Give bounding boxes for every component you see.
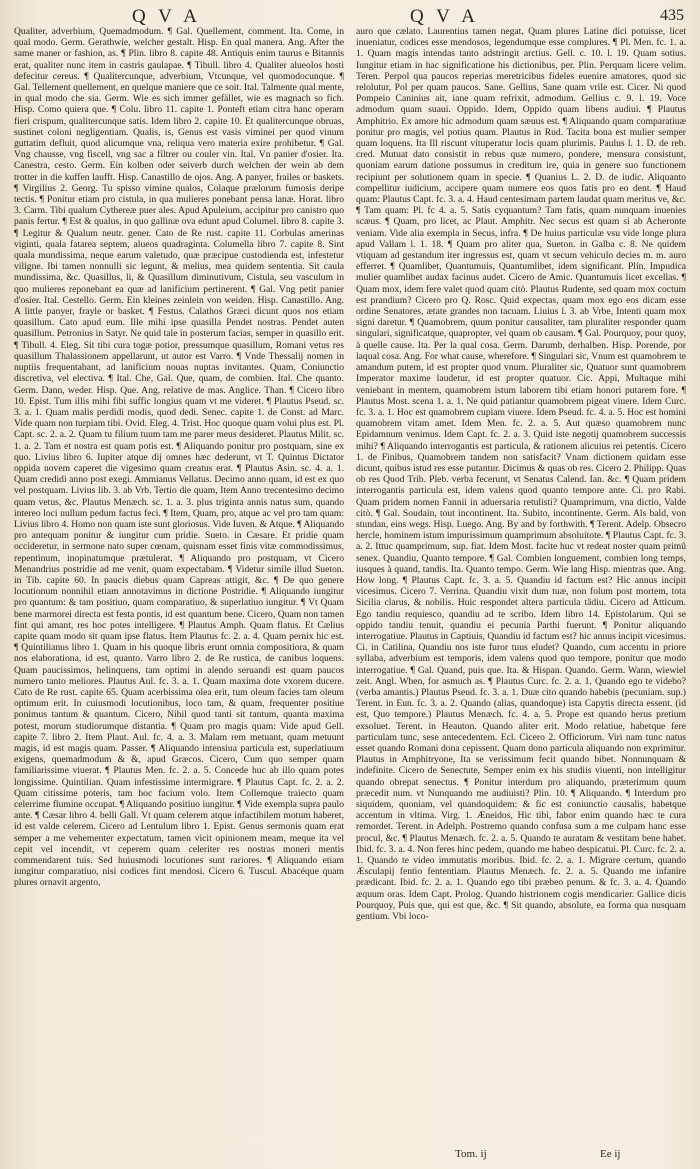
left-column-text: Qualiter, adverbium, Quemadmodum. ¶ Gal. Quellement, comment. Ita. Come, in qual modo. Germ. Gerathwie, welcher gestalt. Hisp. En qual manera. Ang. After the same maner or fashion, as. ¶ Plin. libro 8. capite 48. Antiquis enim taurus e Bitannis erat, qualiter nunc item in castris gaulapae. ¶ Tibull. libro 4. Qualiter alueolos hosti defecitur cereus. ¶ Qualitercunque, adverbium, Vtcunque, vel quomodocunque. ¶ Gal. Tellement quellement, en quelque maniere que ce soit. Ital. Talmente qual mente, in qual modo che sia. Germ. Wie es sich immer gefället, wie es magnach so fich. Hisp. Como quiera que. ¶ Colu. libro 11. capite 1. Ponteft etiam citra hanc operam fieri crispum, qualitercunque satis. Idem libro 2. capite 10. Et qualitercunque obruas, sustinet coloni negligentiam. Qualis, is, Genus est vasis viminei per quod vinum guttatim defluit, quod alicumque vna, reliqua vero materia exire prohibetur. ¶ Gal. Vng chausse, vng fiscell, vng sac a filtrer ou couler vin. Ital. Vn panier d'osier. Ita. Canestra, cesto. Germ. Ein kolben oder seiverb durch welchen der wein ab dem trotter in die kuffen laufft. Hisp. Canastillo de ojos. Ang. A panyer, frailes or baskets. ¶ Virgilius 2. Georg. Tu spisso vimine qualos, Colaque prælorum fumosis deripe tectis. ¶ Ponitur etiam pro cistula, in qua mulieres ponebant pensa lanæ. Horat. libro 3. Carm. Tibi qualum Cythereæ puer ales. Apud Apuleium, accipitur pro canistro quo panis fertur. ¶ Est & qualus, in quo gallinæ ova edunt apud Columel. libro 8. capite 3. ¶ Legitur & Qualum neutr. gener. Cato de Re rust. capite 11. Corbulas amerinas viginti, quala fatarea septem, alueos quadraginta. Columella libro 7. capite 8. Sint quala mundissima, neque earum valetudo, quæ præcipue custodienda est, infestetur viligne. Ibi tamen nonnulli sic legunt, & melius, mea quidem sententia. Sit caula mundissima, &c. Quasillus, li, & Quasillum diminutivum, Cistula, seu vasculum in quo mulieres reponebant ea quæ ad lanificium pertinerent. ¶ Gal. Vng petit panier d'osier. Ital. Cestello. Germ. Ein kleines zeinlein von weiden. Hisp. Canastillo. Ang. A little panyer, frayle or basket. ¶ Festus. Calathos Græci dicunt quos nos etiam quasillum. Cato apud eum. Ille mihi ipse quasilla Pendet nostras. Pendet auten quasillum. Petronius in Satyr. Ne quid tale in posterum facias, semper in quasillo erit. ¶ Tibull. 4. Eleg. Sit tibi cura togæ potior, pressumque quasillum, Romani vetus res quasillum Thalassionem appellarunt, ut autor est Varro. ¶ Vnde Thessalij nomen in nuptiis frequentabant, ad lanificium nouas nuptas invitantes. Quam, Coniunctio discretiva, vel electiva. ¶ Ital. Che, Gal. Que, quam, de combien. Ital. Che quanto. Germ. Dann, weder. Hisp. Que. Ang. relative de mas. Anglice. Than. ¶ Cicero libro 10. Epist. Tum illis mihi fibi suffic longius quam vt me videret. ¶ Plautus Pseud. sc. 3. a. 1. Quam malis perdidi modis, quod dedi. Senec. capite 1. de Const. ad Marc. Vide quam non turpiam tibi. Ovid. Eleg. 4. Trist. Hoc quoque quam volui plus est. Pl. Capt. sc. 2. a. 2. Quam tu filium tuum tam me parer meus desideret. Plautus Milit. sc. 1. a. 2. Tam et nostra est quam potis est. ¶ Aliquando ponitur pro postquam, sine ex quo. Livius libro 6. Iupiter atque dij omnes hæc dederunt, vt T. Quintus Dictator oppida novem caperet die vigesimo quam creatus erat. ¶ Plautus Asin. sc. 4. a. 1. Quam credidi anno post exegi. Ammianus Vellatus. Decimo anno quam, id est ex quo vel postquam. Livius lib. 3. ab Vrb. Tertio die quam, Item Anno trecentesimo decimo quam vetus, &c. Plautus Menæch. sc. 1. a. 3. plus triginta annis natus sum, quando intereo loci nullum pedum factus feci. ¶ Item, Quam, pro, atque ac vel pro tam quam: Livius libro 4. Homo non quam iste sunt gloriosus. Vide Iuven. & Atque. ¶ Aliquando pro antequam ponitur & iungitur cum pridie. Sueto. in Cæsare. Et pridie quam occideretur, in sermone nato super cœnam, quisnam esset finis vitæ commodissimus, repentinum, inopinatumque prætulerat. ¶ Aliquando pro postquam, vt Cicero Menandrius postridie ad me venit, quam expectabam. ¶ Videtur simile illud Sueton. in Tib. capite 60. In paucis diebus quam Capreas attigit, &c. ¶ De quo genere locutionum nonnihil etiam annotavimus in dictione Postridie. ¶ Aliquando iungitur pro quantum: & tam positiuo, quam comparatiuo, & superlatiuo iungitur. ¶ Vt Quam bene marmorei directa est festa pontis, id est quantum bene. Cicero, Quam non tamen fint qui amant, res hoc potes intelligere. ¶ Plautus Amph. Quam flatus. Et Cælius capite quam modo sit quam ipse flatus. Item Plautus fc. 2. a. 4. Quam pernix hic est. ¶ Quintilianus libro 1. Quam in his quoque libris erunt omnia compositiora, & quam nos elaborationa, id est, quanto. Varro libro 2. de Re rustica, de canibus loquens. Quam paucissimos, helinquens, tam optimi in alendo seruandi est quam paucos numero tanto meliores. Plautus Aul. fc. 3. a. 1. Quam maxima dote vxorem ducere. Cato de Re rust. capite 65. Quam acerbissima olea erit, tum oleum facies tam oleum optimum erit. In cuiusmodi locutionibus, loco tam, & quam, frequenter positiue ponimus tantum & quantum. Cicero, Nihil quod tanti sit tantum, quanta maxima potest, morum studiorumque distantia. ¶ Quam pro magis quam: Vide apud Gell. capite 7. libro 2. Item Plaut. Aul. fc. 4. a. 3. Malam rem metuant, quam metuunt magis, id est magis quam. Passer. ¶ Aliquando intensiua particula est, superlatiuum exigens, quemadmodum & &, apud Græcos. Cicero, Cum quo semper quam familiarissime viuerat. ¶ Plautus Men. fc. 2. a. 5. Concede huc ab illo quam potes longissime. Quintilian. Quam infestissime intermigrare. ¶ Plautus Capt. fc. 2. a. 2. Quam citissime poteris, tam hoc facium volo. Item Collemque traiecto quam celerrime flumine occupat. ¶ Aliquando positiuo iungitur. ¶ Vide exempla supra paulo ante. ¶ Cæsar libro 4. belli Gall. Vt quam celerem atque infactibilem motum haberet, id est valde celerem. Cicero ad Lentulum libro 1. Epist. Genus sermonis quam erat semper a me vehementer expectatum, tamen vicit opinionem meam, meque ita vel cepit vel incendit, vt ceperem quam celeriter res nostras moneri mentis commendarent tuis. Sed huiusmodi locutiones sunt rariores. ¶ Aliquando etiam iungitur comparatiuo, nisi codices fint mendosi. Cicero 6. Tuscul. Abacéque quam plures ornavit argento,	[14, 26, 344, 889]
text-columns	[14, 26, 686, 1132]
right-column-text: auro que cælato. Laurentius tamen negat, Quam plures Latine dici potuisse, licet inueniatur, codices esse mendosos, legendumque esse complures. ¶ Pl. Men. fc. 1. a. 1. Quam magis intendas tanto adstringit arctius. Gell. c. 10. l. 19. Quam sotius. Iungitur etiam in hac significatione his dictionibus, per. Plin. Perquam licere velim. Teren. Perpol qua paucos reperias meretricibus fideles euenire amatores, quod sic relolutur, Pol per quam paucos. Sane. Gellius, Sane quam vrile est. Cicer. Ni quod Pompeio Caninius ait, iane quam refrixit, admodum. Gellius c. 9. l. 19. Voce admodum quam suaui. Oppido. Idem, Oppido quam libens audiui. ¶ Plautus Amphitrio. Ex amore hic admodum quam sæuus est. ¶ Aliquando quam comparatiuæ ponitur pro magis, vel potius quam. Plautus in Rud. Tacita bona est mulier semper quam loquens. Ita Ill riscunt vituperatur locis quam plurimis. Paulus l. 1. D. de reb. cred. Mutuat dato consistit in rebus quæ numero, pondere, mensura consistunt, quoniam earum datione possumus in creditum ire, quia in genere suo functionem recipiunt per solutionem quam in specie. ¶ Quanius L. 2. D. de iudic. Aliquanto compellitur iudicium, accipere quam numere eos quos fatis pro eo dent. ¶ Haud quam: Plautus Capt. fc. 3. a. 4. Haud centesimam partem laudat quam meritus ve, &c. ¶ Tam quam: Pl. fc 4. a. 5. Satis cyquantum? Tam fatis, quam nunquam inuenies scæus. ¶ Quam, pro licet, ac Plaut. Amphitr. Nec secus est quam si ab Acheronte veniam. Vide alia exempla in Secus, infra. ¶ De huius particulæ vsu vide longe plura apud Vallam l. 1. 18. ¶ Quam pro aliter qua, Sueton. in Galba c. 8. Ne quidem vtiquam ad gestandum iter ingressus est, quam vt secum vehiculo decies m. m. auro efferret. ¶ Quamlibet, Quantumuis, Quantumlibet, idem significant. Plin. Impudica mulier quamlibet audax facinus audet. Cicero de Amic. Quantumuis licet excellas. ¶ Quam mox, idem fere valet quod quam citò. Plautus Rudente, sed quam mox coctum est prandium? Cicero pro Q. Rosc. Quid expectas, quam mox ego eos dicam esse ordine Senatores, ætate grandes non tacuam. Liuius l. 3. ab Vrbe, Intenti quam mox signi daretur. ¶ Quamobrem, quum ponitur causaliter, tam pluraliter responder quam singulari, significatque, quapropter, vel quam ob causam. ¶ Gal. Pourquoy, pour quoy, à quelle cause. Ita. Per la qual cosa. Germ. Darumb, derhalben. Hisp. Porende, por laqual cosa. Ang. For what cause, wherefore. ¶ Singulari sic, Vnum est quamobrem te amandum putem, id est propter quod vnum. Pluraliter sic, Quatuor sunt quamobrem Imperator maxime laudetur, id est propter quatuor. Cic. Appi, Multaque mihi veniebant in mentem, quamobrem istum laborem tibi etiam honori putarem fore. ¶ Plautus Most. scena 1. a. 1. Ne quid patiantur quamobrem pigeat viuere. Idem Curc. fc. 3. a. 1. Hoc est quamobrem cupiam viuere. Idem Pseud. fc. 4. a. 5. Hoc est homini quamobrem vitam amet. Idem Men. fc. 2. a. 5. Aut quæso quamobrem nunc Epidamnum venimus. Idem Capt. fc. 2. a. 3. Quid iste negotij quamobrem successis mihi? ¶ Aliquando interrogantis est particula, & rationem alicuius rei petentis. Cicero 1. de Finibus, Quamobrem tandem non satisfacit? Vnam dictionem quidam esse dicunt, quibus istud res esse putantur. Dicimus & quas ob res. Cicero 2. Philipp. Quas ob res Quod Trib. Pleb. verba fecerunt, vt Senatus Calend. Ian. &c. ¶ Quam pridem interrogantis particula est, idem valens quod quanto tempore ante. Ci. pro Rabi. Quam pridem nomen Fannii in aduersaria retulisti? Quamprimum, vna dictio, Valde citò. ¶ Gal. Soudain, tout incontinent. Ita. Subito, incontinente. Germ. Als bald, von stundan, eins wegs. Hisp. Luego. Ang. By and by forthwith. ¶ Terent. Adelp. Obsecro hercle, hominem istum impurissimum quamprimum absoluitote. ¶ Plautus Capt. fc. 3. a. 2. Ittuc quamprimum, sup. fiat. Idem Most. facite huc vt redeat noster quam primû senex. Quandiu, Quanto tempore. ¶ Gal. Combien longuement, combien long temps, iusques à quand, tandis. Ita. Quanto tempo. Germ. Wie lang Hisp. mientras que. Ang. How long. ¶ Plautus Capt. fc. 3. a. 5. Quandiu id factum est? Hic annus incipit vicesimus. Cicero 7. Verrina. Quandiu vixit dum tuæ, non folum post mortem, tota Sicilia clarus, & nobilis. Huic respondet altera particula tâdiu. Cicero ad Atticum. Ego tandiu requiesco, quandiu ad te scribo. Idem libro 14. Epistolarum. Qui se oppido tandiu tenuit, quandiu ei pecunia Parthi fuerunt. ¶ Ponitur aliquando interrogatiue. Plautus in Captiuis, Quandiu id factum est? hic annus incipit vicesimus. Ci. in Catilina, Quandiu nos iste furor tuus eludet? Quando, cum accentu in priore syllaba, adverbium est temporis, idem valens quod quo tempore, ponitur que modo interrogatiue. ¶ Gal. Quand, puis que. Ita. & Hispan. Quando. Germ. Wann, wiewiel zeit. Angl. When, for asmuch as. ¶ Plautus Curc. fc. 2. a. 1. Quando ego te videbo? (verba amantis.) Plautus Pseud. fc. 3. a. 1. Duæ cito quando habebis (pecuniam. sup.) Terent. in Eun. fc. 3. a. 2. Quando (alias, quandoque) ista Capytis directa essent. (id est, Quo tempore.) Plautus Menæch. fc. 4. a. 5. Prope est quando herus pretium exsoluet. Terent. in Heauton. Quando aliter erit. Modo relatiue, habetque fere particulam tunc, sese antecedentem. Ecl. Cicero 2. Officiorum. Viri nam tunc natus esset quando Romani dona cepissent. Quam dono particula aliquando non exprimitur. Plautus in Amphitryone, Ita se verissimum fecit quando bibet. Nonnunquam & indefinite. Cicero de Senectute, Semper enim ex his studiis viuenti, non intelligitur quando obrepat senectus. ¶ Ponitur interdum pro aliquando, præterimum quum præcedit num. vt Nunquando me audiuisti? Plin. 10. ¶ Aliquando. ¶ Interdum pro siquidem, quoniam, vel quandoquidem: & fic est coniunctio causalis, habetque accentum in vltima. Virg. 1. Æneidos, Hic tibi, fabor enim quando hæc te cura remordet. Terent. in Adelph. Postremo quando confusa sum a me culpam hanc esse procul, &c. ¶ Plautus Menæch. fc. 2. a. 5. Quando te auratam & vestitam bene habet. Ibid. fc. 3. a. 4. Non feres hinc pedem, quando me habeo despicatui. Pl. Curc. fc. 2. a. 1. Quando te video immutatis moribus. Ibid. fc. 2. a. 1. Migrare certum, quando Æsculapij fentio fententiam. Plautus Menæch. fc. 2. a. 5. Quando me infanire prædicant. Ibid. fc. 2. a. 1. Quando ego tibi præbeo penum. & fc. 3. a. 4. Quando æquum oras. Idem Capt. Prolog. Quando histrionem cogis mendicarier. Gallice dicis Pourquoy, Puis que, qui est que, &c. ¶ Sit quando, absolute, ea forma qua nusquam gentium. Vbi loco-	[356, 26, 686, 923]
signature-mark: Ee ij	[600, 1148, 621, 1160]
header-right-title: Q V A	[410, 6, 479, 27]
header-left-title: Q V A	[132, 6, 201, 27]
tome-label: Tom. ij	[455, 1148, 487, 1160]
page-number: 435	[660, 7, 684, 24]
right-column	[356, 26, 686, 1132]
page-footer	[0, 1148, 700, 1164]
left-column	[14, 26, 344, 1132]
